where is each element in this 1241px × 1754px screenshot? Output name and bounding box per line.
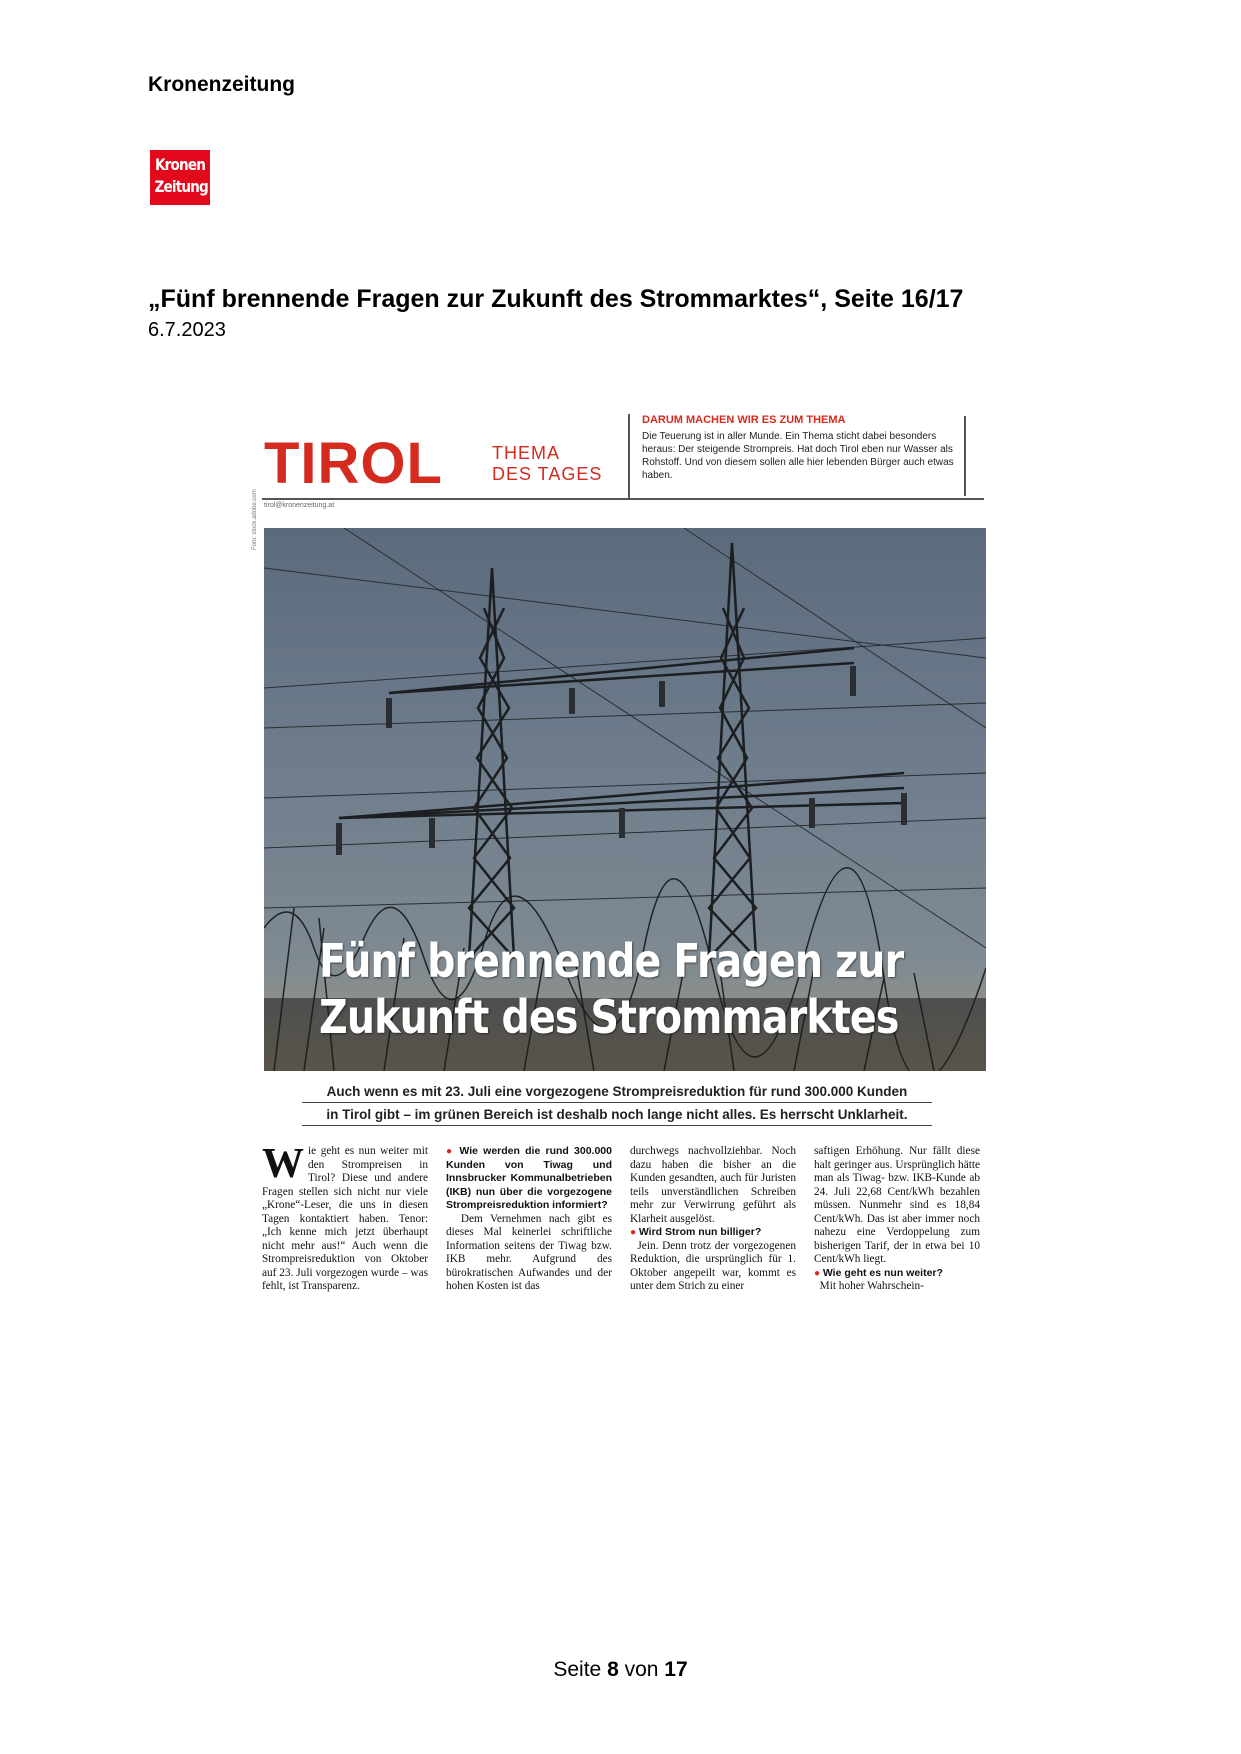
clipping-header <box>262 410 984 500</box>
article-column-3 <box>630 1145 796 1294</box>
column-4-text-1: saftigen Erhöhung. Nur fällt diese halt geringer aus. Ursprünglich hätte man als Tiwag- bzw. IKB-Kunde ab 24. Juli 22,68 Cent/kWh bezahlen müssen. Nunmehr sind es 18,84 Cent/kWh. Das ist aber immer noch nahezu eine Verdoppelung zum bisherigen Tarif, der in etwa bei 10 Cent/kWh liegt. <box>814 1145 980 1265</box>
article-body <box>262 1141 984 1294</box>
column-4-text-2: Mit hoher Wahrschein- <box>819 1280 924 1292</box>
publication-name: Kronenzeitung <box>148 73 295 96</box>
footer-prefix: Seite <box>553 1658 602 1681</box>
article-lead <box>302 1080 932 1126</box>
headline-line-2: Zukunft des Strommarktes <box>319 990 899 1044</box>
header-divider <box>628 414 630 498</box>
column-3-text-2: Jein. Denn trotz der vorgezogenen Reduktion, die ursprünglich für 1. Oktober angepeilt war, kommt es unter dem Strich zu einer <box>630 1239 796 1292</box>
footer-middle: von <box>624 1658 659 1681</box>
page-footer <box>0 1658 1241 1682</box>
article-column-4 <box>814 1145 980 1294</box>
article-column-1 <box>262 1141 428 1294</box>
editorial-email: tirol@kronenzeitung.at <box>264 502 335 509</box>
column-3-text-1: durchwegs nachvollziehbar. Noch dazu haben die bisher an die Kunden gesandten, auch für Juristen teils unverständlichen Schreiben mehr zur Verwirrung geführt als Klarheit ausgelöst. <box>630 1145 796 1225</box>
column-2-text: Dem Vernehmen nach gibt es dieses Mal keinerlei schriftliche Information seitens der Tiwag bzw. IKB mehr. Aufgrund des bürokratischen Aufwandes und der hohen Kosten ist das <box>446 1212 612 1292</box>
footer-page-total: 17 <box>664 1658 688 1681</box>
column-1-text: ie geht es nun weiter mit den Strompreisen in Tirol? Diese und andere Fragen stellen sich nicht nur viele „Krone“-Leser, die uns in diesen Tagen kontaktiert haben. Tenor: „Ich kenne mich jetzt überhaupt nicht mehr aus!“ Auch wenn die Strompreisreduktion von Oktober auf 23. Juli vorgezogen wurde – was fehlt, ist Transparenz. <box>262 1145 428 1292</box>
topic-reason-text: Die Teuerung ist in aller Munde. Ein Thema sticht dabei besonders heraus: Der steigende Strompreis. Hat doch Tirol eben nur Wasser als Rohstoff. Und von diesem sollen alle hier lebenden Bürger auch etwas haben. <box>642 431 954 481</box>
article-column-2 <box>446 1145 612 1294</box>
lead-line-2: in Tirol gibt – im grünen Bereich ist deshalb noch lange nicht alles. Es herrscht Unklarheit. <box>302 1103 932 1126</box>
kronen-zeitung-logo <box>150 150 210 205</box>
question-2: Wird Strom nun billiger? <box>638 1226 762 1238</box>
question-bullet-icon: ● <box>446 1146 460 1157</box>
section-subtitle <box>492 443 602 485</box>
question-bullet-icon: ● <box>814 1267 823 1279</box>
footer-page-number: 8 <box>607 1658 619 1681</box>
logo-line-2: Zeitung <box>154 177 208 196</box>
photo-credit: Foto: stock.adobe.com <box>252 489 258 550</box>
section-subtitle-line-1: THEMA <box>492 443 560 463</box>
logo-line-1: Kronen <box>154 155 206 174</box>
topic-reason-box <box>642 414 962 482</box>
photo-headline <box>319 933 904 1045</box>
headline-line-1: Fünf brennende Fragen zur <box>319 934 904 988</box>
header-divider-right <box>964 416 966 496</box>
power-pylon-photo <box>264 528 986 1071</box>
topic-reason-title: DARUM MACHEN WIR ES ZUM THEMA <box>642 414 846 426</box>
question-1: Wie werden die rund 300.000 Kunden von Tiwag und Innsbrucker Kommunalbetrieben (IKB) nun über die vorgezogene Strompreisreduktion informiert? <box>446 1145 612 1211</box>
article-date: 6.7.2023 <box>148 319 226 341</box>
dropcap: W <box>262 1141 304 1187</box>
question-3: Wie geht es nun weiter? <box>822 1266 943 1279</box>
section-subtitle-line-2: DES TAGES <box>492 464 603 484</box>
newspaper-clipping <box>252 410 986 1325</box>
question-bullet-icon: ● <box>630 1227 639 1238</box>
section-title: TIROL <box>264 431 443 496</box>
lead-line-1: Auch wenn es mit 23. Juli eine vorgezogene Strompreisreduktion für rund 300.000 Kunden <box>302 1080 932 1103</box>
article-title: „Fünf brennende Fragen zur Zukunft des Strommarktes“, Seite 16/17 <box>148 285 964 313</box>
